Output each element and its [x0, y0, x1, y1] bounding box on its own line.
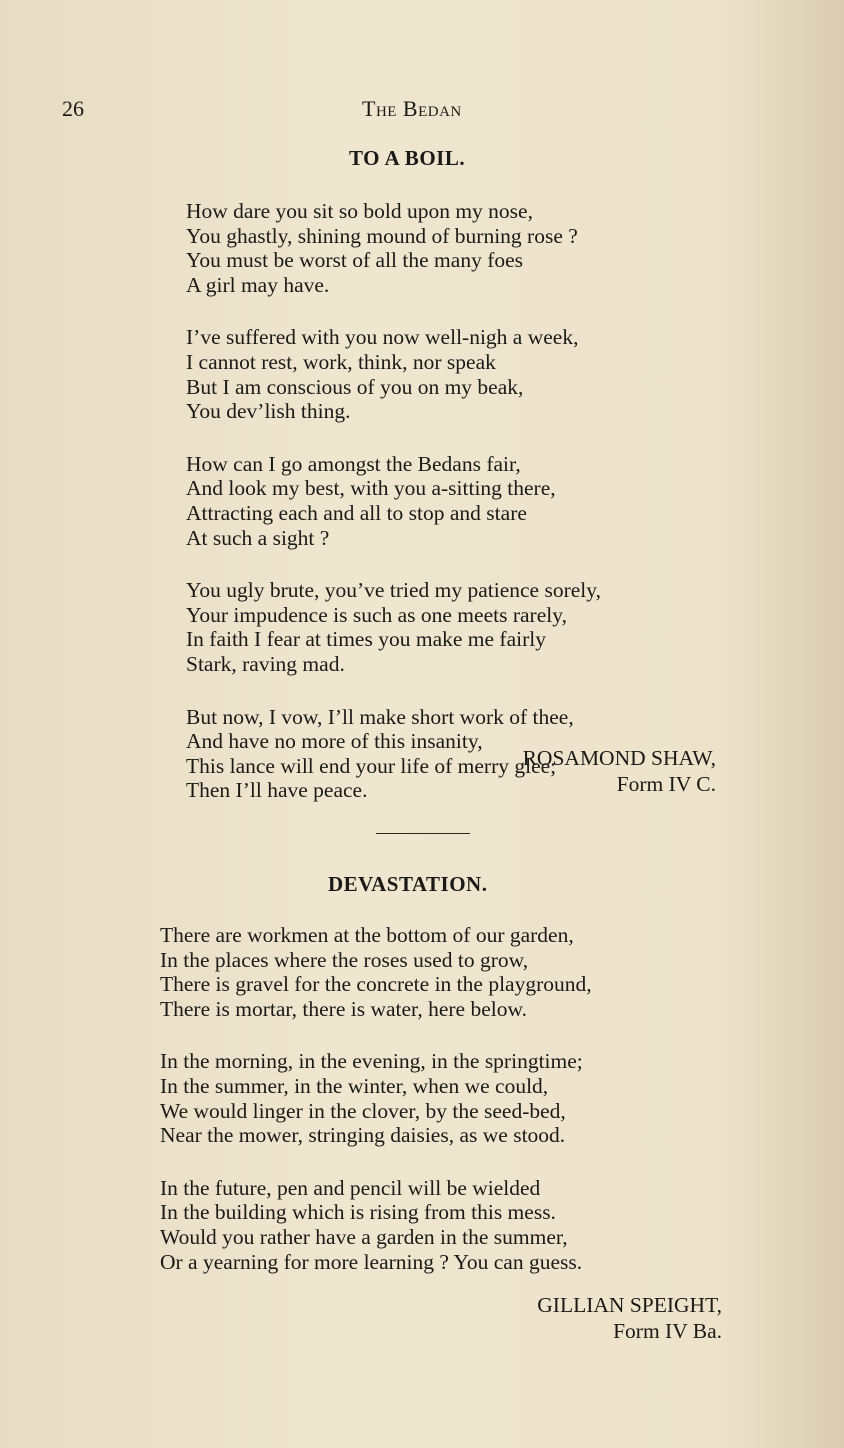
poem-line: You must be worst of all the many foes	[186, 248, 524, 273]
stanza	[186, 325, 601, 423]
stanza	[186, 452, 601, 550]
stanza	[160, 1176, 592, 1274]
poem-line: In the building which is rising from this mess.	[160, 1200, 556, 1225]
poem-line: But I am conscious of you on my beak,	[186, 374, 524, 399]
poem-line: In the future, pen and pencil will be wielded	[160, 1175, 541, 1200]
poem-title: TO A BOIL.	[349, 146, 466, 170]
attribution	[523, 745, 716, 797]
poem-line: There are workmen at the bottom of our garden,	[160, 923, 574, 947]
poem-line: But now, I vow, I’ll make short work of thee,	[186, 704, 574, 729]
poem-line: In the morning, in the evening, in the springtime;	[160, 1049, 583, 1074]
poem-body	[186, 199, 601, 831]
poem-line: Attracting each and all to stop and stare	[186, 500, 527, 525]
poem-line: And look my best, with you a-sitting there,	[186, 476, 556, 501]
poem-title: DEVASTATION.	[328, 872, 488, 896]
attribution	[537, 1292, 722, 1344]
poem-line: In faith I fear at times you make me fairly	[186, 627, 546, 652]
poem-line: Near the mower, stringing daisies, as we stood.	[160, 1123, 566, 1148]
poem-line: You dev’lish thing.	[186, 399, 351, 424]
poem-line: A girl may have.	[186, 272, 330, 297]
author-name: ROSAMOND SHAW,	[522, 746, 716, 770]
author-form: Form IV Ba.	[613, 1319, 722, 1343]
page-number: 26	[62, 96, 84, 121]
poem-line: I’ve suffered with you now well-nigh a week,	[186, 325, 579, 350]
page-header	[62, 96, 762, 126]
poem-line: This lance will end your life of merry glee;	[186, 753, 557, 778]
poem-line: We would linger in the clover, by the seed-bed,	[160, 1098, 566, 1123]
poem-line: How dare you sit so bold upon my nose,	[186, 199, 533, 223]
poem-line: There is gravel for the concrete in the playground,	[160, 972, 592, 997]
running-title: The Bedan	[362, 96, 462, 121]
poem-line: Stark, raving mad.	[186, 651, 345, 676]
poem-line: You ugly brute, you’ve tried my patience sorely,	[186, 578, 601, 603]
author-form: Form IV C.	[616, 772, 716, 796]
poem-body	[160, 923, 592, 1302]
stanza	[160, 1049, 592, 1147]
poem-line: At such a sight ?	[186, 525, 330, 550]
poem-line: In the summer, in the winter, when we could,	[160, 1073, 549, 1098]
stanza	[160, 923, 592, 1021]
poem-line: There is mortar, there is water, here below.	[160, 996, 528, 1021]
divider	[376, 833, 470, 834]
author-name: GILLIAN SPEIGHT,	[537, 1293, 722, 1317]
stanza	[186, 578, 601, 676]
poem-line: And have no more of this insanity,	[186, 729, 483, 754]
poem-line: I cannot rest, work, think, nor speak	[186, 349, 496, 374]
poem-line: Then I’ll have peace.	[186, 778, 368, 803]
poem-line: You ghastly, shining mound of burning rose ?	[186, 223, 578, 248]
poem-line: Would you rather have a garden in the summer,	[160, 1224, 568, 1249]
poem-line: In the places where the roses used to grow,	[160, 947, 529, 972]
poem-line: How can I go amongst the Bedans fair,	[186, 451, 521, 476]
poem-line: Your impudence is such as one meets rarely,	[186, 602, 567, 627]
poem-line: Or a yearning for more learning ? You can guess.	[160, 1249, 583, 1274]
stanza	[186, 199, 601, 297]
